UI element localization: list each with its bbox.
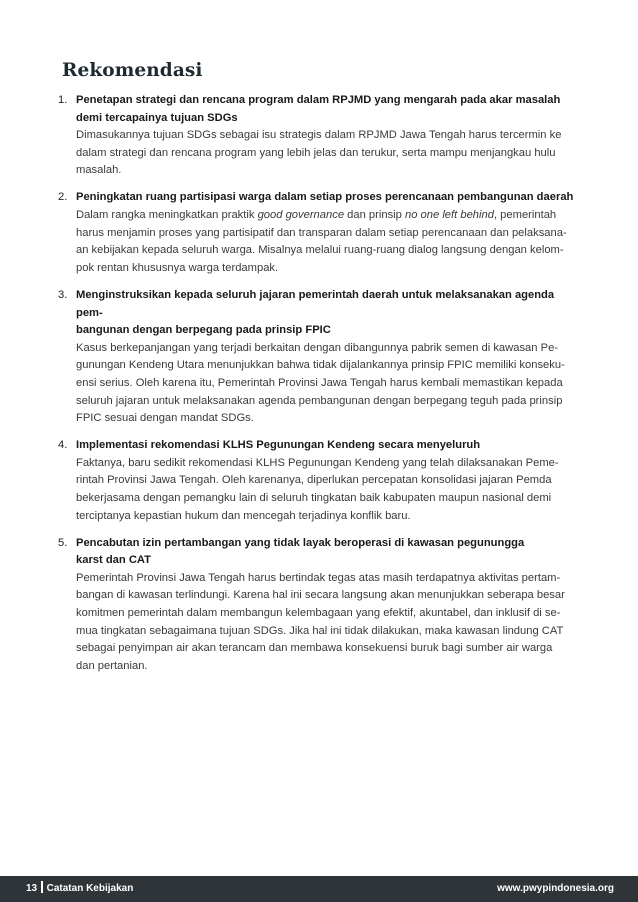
footer-left (26, 876, 133, 902)
page-title: Rekomendasi (62, 60, 203, 81)
heading-line: Implementasi rekomendasi KLHS Pegunungan Kendeng secara menyeluruh (76, 439, 481, 452)
recommendation-item-1 (58, 92, 580, 180)
body-line: rintah Provinsi Jawa Tengah. Oleh karenanya, diperlukan percepatan konsolidasi jajaran Pemda (76, 474, 552, 487)
page-number: 13 (26, 883, 38, 894)
heading-line: Pencabutan izin pertambangan yang tidak layak beroperasi di kawasan pegunungga (76, 536, 525, 549)
item-heading (76, 189, 580, 207)
body-text: dan prinsip (344, 209, 405, 222)
item-body (76, 127, 580, 180)
item-heading (76, 535, 580, 570)
heading-line: Penetapan strategi dan rencana program dalam RPJMD yang mengarah pada akar masalah (76, 94, 561, 106)
body-line: sebagai penyimpan air akan terancam dan membawa konsekuensi buruk bagi sumber air warga (76, 642, 553, 655)
heading-line: Peningkatan ruang partisipasi warga dalam setiap proses perencanaan pembangunan daerah (76, 191, 574, 204)
body-line: FPIC sesuai dengan mandat SDGs. (76, 412, 254, 425)
body-text: Dalam rangka meningkatkan praktik (76, 209, 258, 222)
item-body (76, 340, 580, 428)
recommendation-item-5 (58, 535, 580, 676)
item-number: 5. (58, 536, 68, 549)
body-line: gunungan Kendeng Utara menunjukkan bahwa tidak dijalankannya prinsip FPIC memiliki konseku- (76, 359, 565, 372)
item-body (76, 207, 580, 277)
body-line: ensi serius. Oleh karena itu, Pemerintah Provinsi Jawa Tengah harus kembali memastikan kepada (76, 376, 563, 389)
body-line: Faktanya, baru sedikit rekomendasi KLHS Pegunungan Kendeng yang telah dilaksanakan Peme- (76, 456, 559, 469)
body-line: harus menjamin proses yang partisipatif dan transparan dalam setiap perencanaan dan pelaksana- (76, 226, 567, 239)
body-line: Dimasukannya tujuan SDGs sebagai isu strategis dalam RPJMD Jawa Tengah harus tercermin ke (76, 129, 562, 142)
body-line (76, 207, 580, 225)
item-number: 3. (58, 288, 68, 301)
heading-line: Menginstruksikan kepada seluruh jajaran pemerintah daerah untuk melaksanakan agenda pem- (76, 288, 555, 319)
item-number: 4. (58, 439, 68, 452)
heading-line: bangunan dengan berpegang pada prinsip FPIC (76, 324, 331, 337)
recommendation-item-2 (58, 189, 580, 277)
footer-divider (41, 881, 43, 893)
item-heading (76, 287, 580, 340)
body-line: Kasus berkepanjangan yang terjadi berkaitan dengan dibangunnya pabrik semen di kawasan Pe- (76, 341, 559, 354)
heading-line: demi tercapainya tujuan SDGs (76, 111, 238, 124)
recommendation-item-4 (58, 437, 580, 525)
recommendation-list (58, 92, 580, 685)
italic-term: good governance (257, 209, 345, 222)
item-number: 1. (58, 94, 68, 106)
body-line: terciptanya kepastian hukum dan mencegah terjadinya konflik baru. (76, 509, 411, 522)
page-footer (0, 876, 638, 902)
body-line: pok rentan khususnya warga terdampak. (76, 261, 279, 274)
website-url: www.pwypindonesia.org (497, 883, 614, 894)
item-body (76, 455, 580, 525)
section-name: Catatan Kebijakan (46, 883, 134, 894)
item-body (76, 570, 580, 676)
recommendation-item-3 (58, 287, 580, 428)
heading-line: karst dan CAT (76, 554, 152, 567)
item-heading (76, 92, 580, 127)
body-line: seluruh jajaran untuk melaksanakan agenda pembangunan dengan berpegang teguh pada prinsip (76, 394, 563, 407)
body-text: , pemerintah (493, 209, 557, 222)
body-line: an kebijakan kepada seluruh warga. Misalnya melalui ruang-ruang dialog langsung dengan kelom- (76, 244, 564, 257)
body-line: masalah. (76, 164, 122, 177)
item-number: 2. (58, 191, 68, 204)
item-heading (76, 437, 580, 455)
italic-term: no one left behind (405, 209, 494, 222)
body-line: mua tingkatan sebagaimana tujuan SDGs. Jika hal ini tidak dilakukan, maka kawasan lindung CAT (76, 624, 564, 637)
body-line: dan pertanian. (76, 659, 148, 672)
body-line: komitmen pemerintah dalam membangun kelembagaan yang efektif, akuntabel, dan inklusif di se- (76, 607, 561, 620)
body-line: dalam strategi dan rencana program yang lebih jelas dan terukur, serta mampu menjangkau hulu (76, 146, 556, 159)
body-line: Pemerintah Provinsi Jawa Tengah harus bertindak tegas atas masih terdapatnya aktivitas pertam- (76, 571, 561, 584)
body-line: bangan di kawasan terlindungi. Karena hal ini secara langsung akan menunjukkan seberapa besar (76, 589, 565, 602)
body-line: bekerjasama dengan pemangku lain di seluruh tingkatan baik kabupaten maupun nasional demi (76, 491, 552, 504)
